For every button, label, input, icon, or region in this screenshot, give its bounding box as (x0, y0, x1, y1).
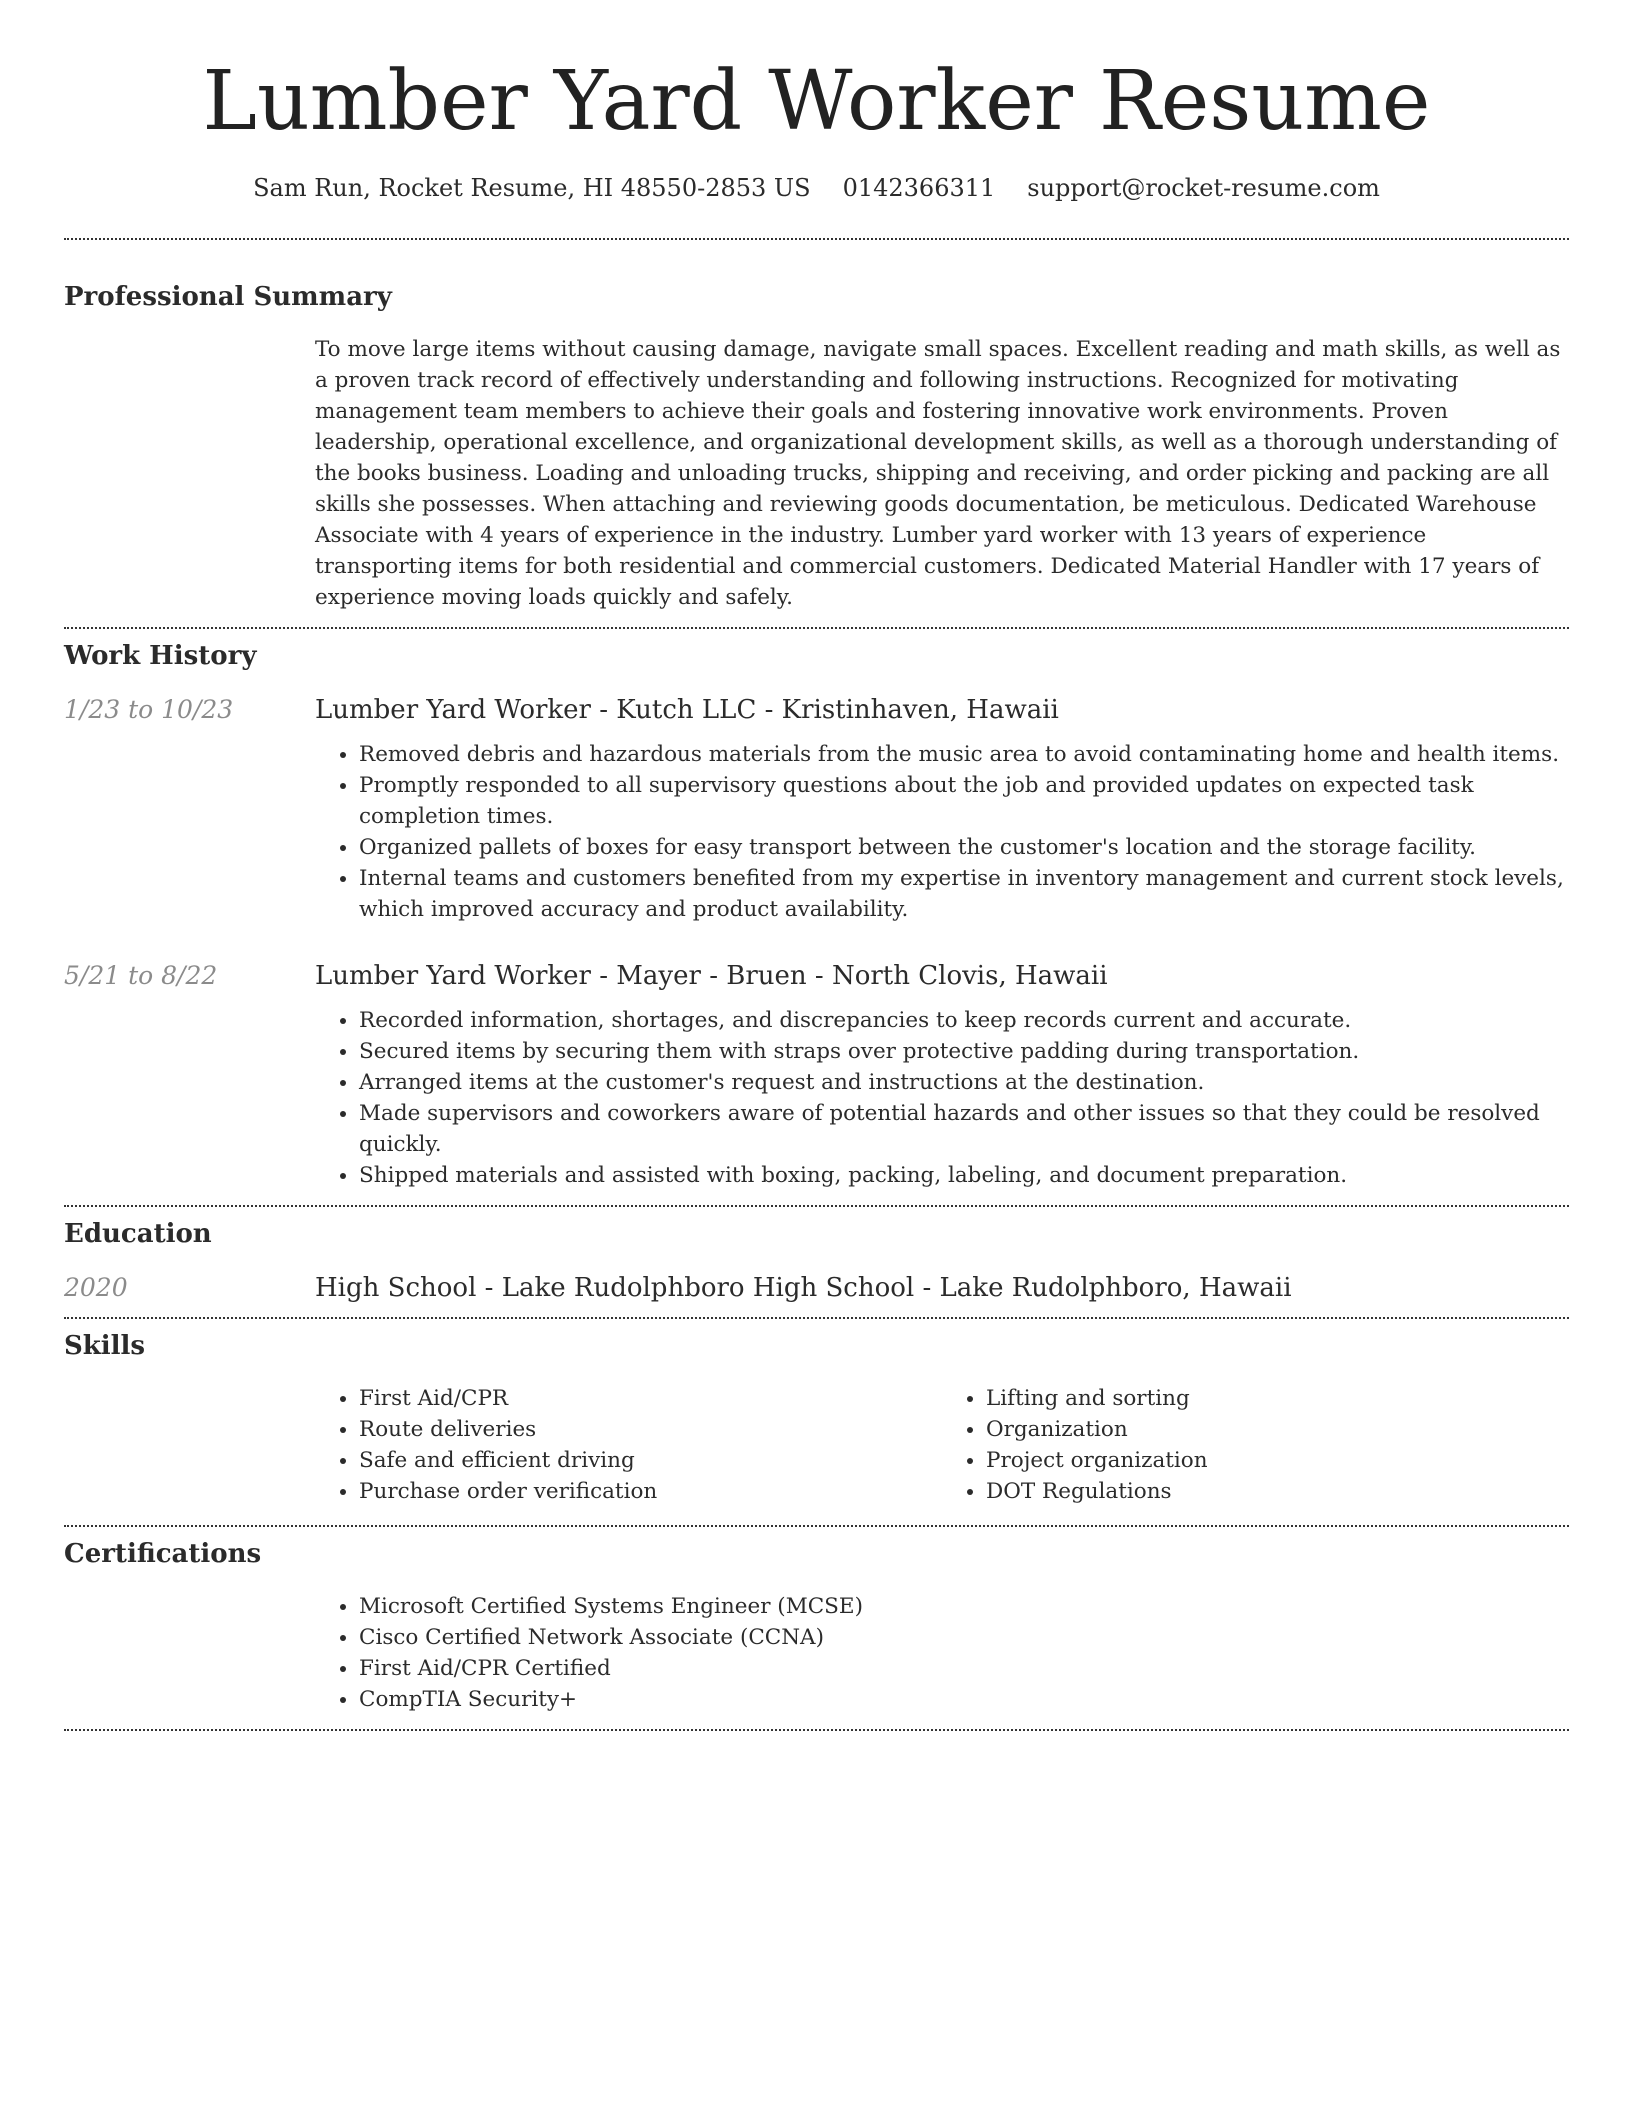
skill-item: • Organization (986, 1414, 1569, 1445)
summary-text: To move large items without causing damage, navigate small spaces. Excellent reading and math skills, as well as a proven track record of effectively understanding and following instructions. Recognized for motivating management team members to achieve their goals and fostering innovative work environments. Proven leadership, operational excellence, and organizational development skills, as well as a thorough understanding of the books business. Loading and unloading trucks, shipping and receiving, and order picking and packing are all skills she possesses. When attaching and reviewing goods documentation, be meticulous. Dedicated Warehouse Associate with 4 years of experience in the industry. Lumber yard worker with 13 years of experience transporting items for both residential and commercial customers. Dedicated Material Handler with 17 years of experience moving loads quickly and safely. (315, 337, 1561, 610)
summary-heading: Professional Summary (64, 282, 392, 312)
work-heading: Work History (64, 641, 257, 671)
certifications-section (64, 1539, 1569, 1715)
job-entry (64, 695, 1569, 925)
resume-title: Lumber Yard Worker Resume (202, 54, 1431, 149)
job-entry (64, 961, 1569, 1191)
contact-phone: 0142366311 (842, 174, 996, 202)
job-bullet: • Internal teams and customers benefited from my expertise in inventory management and current stock levels, which improved accuracy and product availability. (359, 863, 1569, 925)
job-bullet: • Shipped materials and assisted with boxing, packing, labeling, and document preparation. (359, 1160, 1569, 1191)
contact-email: support@rocket-resume.com (1027, 174, 1380, 202)
divider (64, 238, 1569, 240)
certification-item: • First Aid/CPR Certified (359, 1653, 1569, 1684)
skills-heading: Skills (64, 1331, 146, 1361)
job-bullet: • Arranged items at the customer's request and instructions at the destination. (359, 1067, 1569, 1098)
divider (64, 1205, 1569, 1207)
work-section (64, 641, 1569, 1191)
divider (64, 1729, 1569, 1731)
certification-item: • Microsoft Certified Systems Engineer (MCSE) (359, 1591, 1569, 1622)
skill-item: • First Aid/CPR (359, 1383, 942, 1414)
skills-list-right (942, 1383, 1569, 1507)
skill-item: • Project organization (986, 1445, 1569, 1476)
education-degree: High School (315, 1273, 477, 1303)
divider (64, 627, 1569, 629)
summary-section (64, 282, 1569, 613)
skill-item: • Lifting and sorting (986, 1383, 1569, 1414)
certification-item: • Cisco Certified Network Associate (CCNA) (359, 1622, 1569, 1653)
job-bullet: • Made supervisors and coworkers aware of potential hazards and other issues so that they could be resolved quickly. (359, 1098, 1569, 1160)
job-title: Lumber Yard Worker - Kutch LLC - Kristinhaven, Hawaii (315, 695, 1059, 725)
skill-item: • DOT Regulations (986, 1476, 1569, 1507)
divider (64, 1317, 1569, 1319)
divider (64, 1525, 1569, 1527)
education-school: - Lake Rudolphboro High School - Lake Rudolphboro, Hawaii (476, 1273, 1292, 1303)
skill-item: • Purchase order verification (359, 1476, 942, 1507)
contact-address: Sam Run, Rocket Resume, HI 48550-2853 US (253, 174, 811, 202)
skills-section (64, 1331, 1569, 1507)
education-year: 2020 (64, 1273, 128, 1302)
certification-item: • CompTIA Security+ (359, 1684, 1569, 1715)
resume-page (64, 0, 1569, 1731)
job-title: Lumber Yard Worker - Mayer - Bruen - North Clovis, Hawaii (315, 961, 1108, 991)
job-bullets (315, 1005, 1569, 1191)
job-dates: 5/21 to 8/22 (64, 961, 218, 990)
contact-line (64, 174, 1569, 202)
education-section (64, 1219, 1569, 1303)
job-bullet: • Secured items by securing them with straps over protective padding during transportation. (359, 1036, 1569, 1067)
job-bullet: • Organized pallets of boxes for easy transport between the customer's location and the storage facility. (359, 832, 1569, 863)
skill-item: • Route deliveries (359, 1414, 942, 1445)
education-heading: Education (64, 1219, 212, 1249)
certifications-heading: Certifications (64, 1539, 262, 1569)
skills-list-left (315, 1383, 942, 1507)
skill-item: • Safe and efficient driving (359, 1445, 942, 1476)
job-dates: 1/23 to 10/23 (64, 695, 234, 724)
job-bullet: • Promptly responded to all supervisory questions about the job and provided updates on expected task completion times. (359, 770, 1569, 832)
education-entry (315, 1273, 1292, 1303)
job-bullet: • Removed debris and hazardous materials from the music area to avoid contaminating home and health items. (359, 739, 1569, 770)
job-bullet: • Recorded information, shortages, and discrepancies to keep records current and accurate. (359, 1005, 1569, 1036)
job-bullets (315, 739, 1569, 925)
certifications-list (315, 1591, 1569, 1715)
